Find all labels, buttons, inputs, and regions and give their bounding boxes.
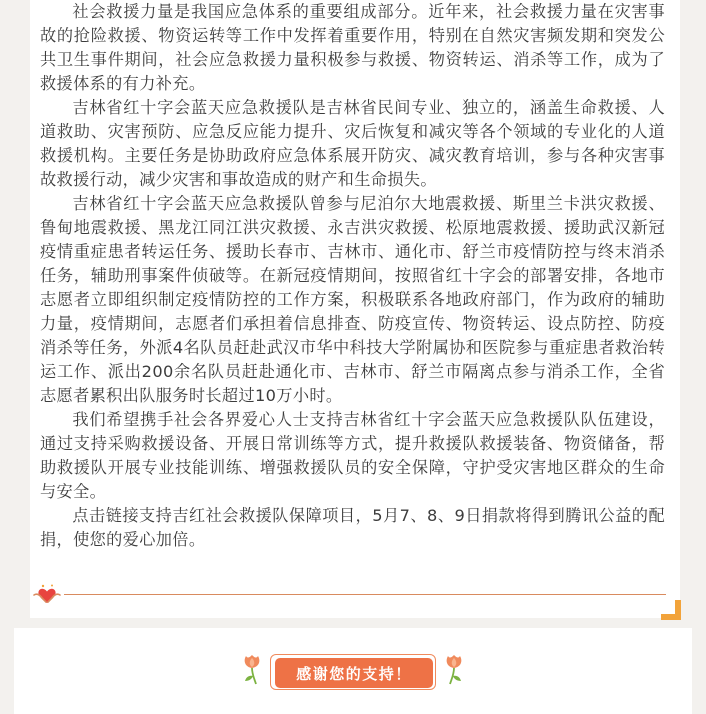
flower-icon [240,654,266,688]
corner-bracket [661,600,681,620]
thanks-badge: 感谢您的支持！ [275,658,433,688]
paragraph-missions: 吉林省红十字会蓝天应急救援队曾参与尼泊尔大地震救援、斯里兰卡洪灾救援、鲁甸地震救援、黑龙江同江洪灾救援、永吉洪灾救援、松原地震救援、援助武汉新冠疫情重症患者转运任务、援助长春市、吉林市、通化市、舒兰市疫情防控与终末消杀任务，辅助刑事案件侦破等。在新冠疫情期间，按照省红十字会的部署安排，各地市志愿者立即组织制定疫情防控的工作方案，积极联系各地政府部门，作为政府的辅助力量，疫情期间，志愿者们承担着信息排查、防疫宣传、物资转运、设点防控、防疫消杀等任务，外派4名队员赶赴武汉市华中科技大学附属协和医院参与重症患者救治转运工作、派出200余名队员赶赴通化市、吉林市、舒兰市隔离点参与消杀工作，全省志愿者累积出队服务时长超过10万小时。 [40,194,665,405]
paragraph-appeal: 我们希望携手社会各界爱心人士支持吉林省红十字会蓝天应急救援队队伍建设，通过支持采购救援设备、开展日常训练等方式，提升救援队救援装备、物资储备，帮助救援队开展专业技能训练、增强救援队员的安全保障，守护受灾害地区群众的生命与安全。 [40,410,665,501]
hands-heart-icon [32,583,62,607]
section-divider [64,594,666,595]
paragraph-intro: 社会救援力量是我国应急体系的重要组成部分。近年来，社会救援力量在灾害事故的抢险救援、物资运转等工作中发挥着重要作用，特别在自然灾害频发期和突发公共卫生事件期间，社会应急救援力量积极参与救援、物资转运、消杀等工作，成为了救援体系的有力补充。 [40,2,665,93]
flower-icon [440,654,466,688]
article-body [40,0,665,552]
paragraph-team-profile: 吉林省红十字会蓝天应急救援队是吉林省民间专业、独立的，涵盖生命救援、人道救助、灾害预防、应急反应能力提升、灾后恢复和减灾等各个领域的专业化的人道救援机构。主要任务是协助政府应急体系展开防灾、减灾教育培训，参与各种灾害事故救援行动，减少灾害和事故造成的财产和生命损失。 [40,98,665,189]
paragraph-donation-link: 点击链接支持吉红社会救援队保障项目，5月7、8、9日捐款将得到腾讯公益的配捐，使您的爱心加倍。 [40,506,665,549]
